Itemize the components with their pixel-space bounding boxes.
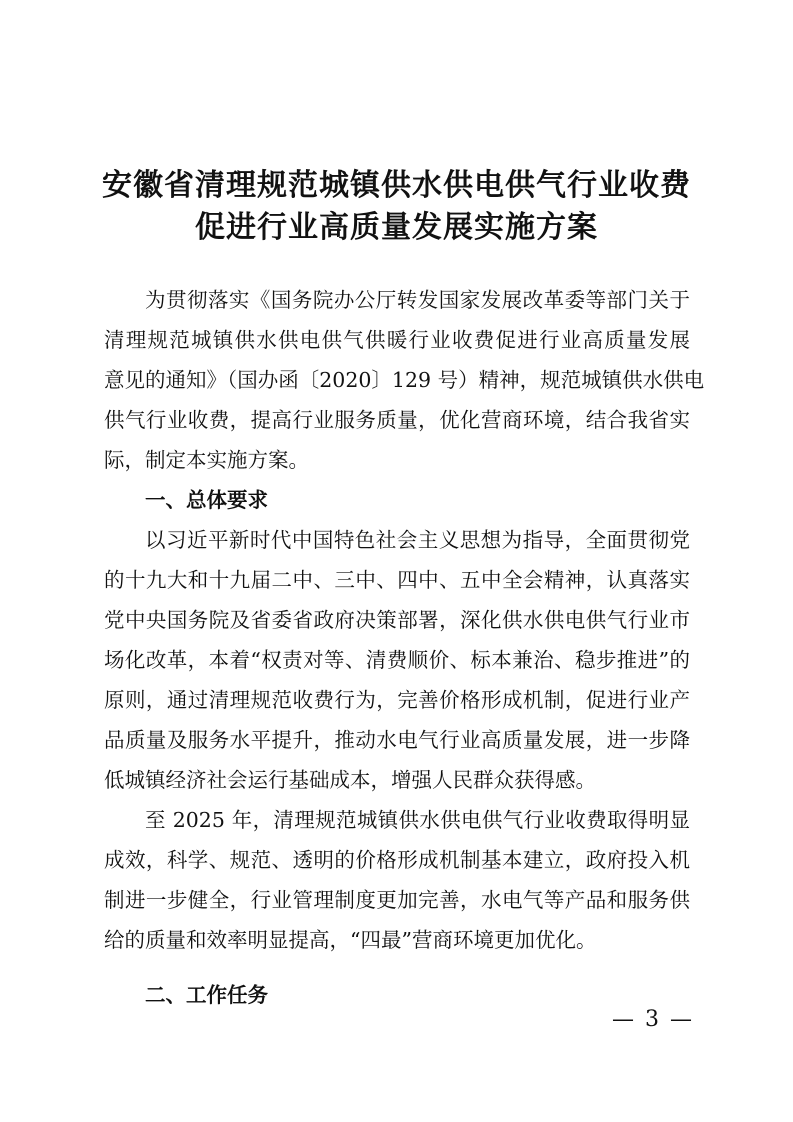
paragraph-line: 以习近平新时代中国特色社会主义思想为指导，全面贯彻党 <box>145 528 690 552</box>
paragraph-line: 党中央国务院及省委省政府决策部署，深化供水供电供气行业市 <box>104 608 690 632</box>
document-body <box>104 280 705 1015</box>
document-title-line-2: 促进行业高质量发展实施方案 <box>195 210 598 245</box>
paragraph-line: 成效，科学、规范、透明的价格形成机制基本建立，政府投入机 <box>104 848 690 872</box>
section-heading-general-requirements: 一、总体要求 <box>145 488 268 512</box>
paragraph-line: 低城镇经济社会运行基础成本，增强人民群众获得感。 <box>104 768 596 792</box>
paragraph-line: 场化改革，本着“权责对等、清费顺价、标本兼治、稳步推进”的 <box>104 648 690 672</box>
paragraph-line: 际，制定本实施方案。 <box>104 448 309 472</box>
paragraph-line: 的十九大和十九届二中、三中、四中、五中全会精神，认真落实 <box>104 568 690 592</box>
paragraph-line: 原则，通过清理规范收费行为，完善价格形成机制，促进行业产 <box>104 688 690 712</box>
page-number: — 3 — <box>612 1007 694 1032</box>
paragraph-line: 品质量及服务水平提升，推动水电气行业高质量发展，进一步降 <box>104 728 690 752</box>
paragraph-line: 为贯彻落实《国务院办公厅转发国家发展改革委等部门关于 <box>145 288 690 312</box>
paragraph-line: 供气行业收费，提高行业服务质量，优化营商环境，结合我省实 <box>104 408 690 432</box>
goal-paragraph <box>104 800 690 960</box>
intro-paragraph <box>104 280 705 480</box>
paragraph-line: 意见的通知》（国办函〔2020〕129 号）精神，规范城镇供水供电 <box>104 368 705 392</box>
paragraph-line: 至 2025 年，清理规范城镇供水供电供气行业收费取得明显 <box>145 808 690 832</box>
section-heading-work-tasks: 二、工作任务 <box>145 983 268 1007</box>
guidance-paragraph <box>104 520 690 800</box>
paragraph-line: 清理规范城镇供水供电供气供暖行业收费促进行业高质量发展 <box>104 328 690 352</box>
paragraph-line: 制进一步健全，行业管理制度更加完善，水电气等产品和服务供 <box>104 888 690 912</box>
document-title-line-1: 安徽省清理规范城镇供水供电供气行业收费 <box>102 168 691 203</box>
paragraph-line: 给的质量和效率明显提高，“四最”营商环境更加优化。 <box>104 928 597 952</box>
